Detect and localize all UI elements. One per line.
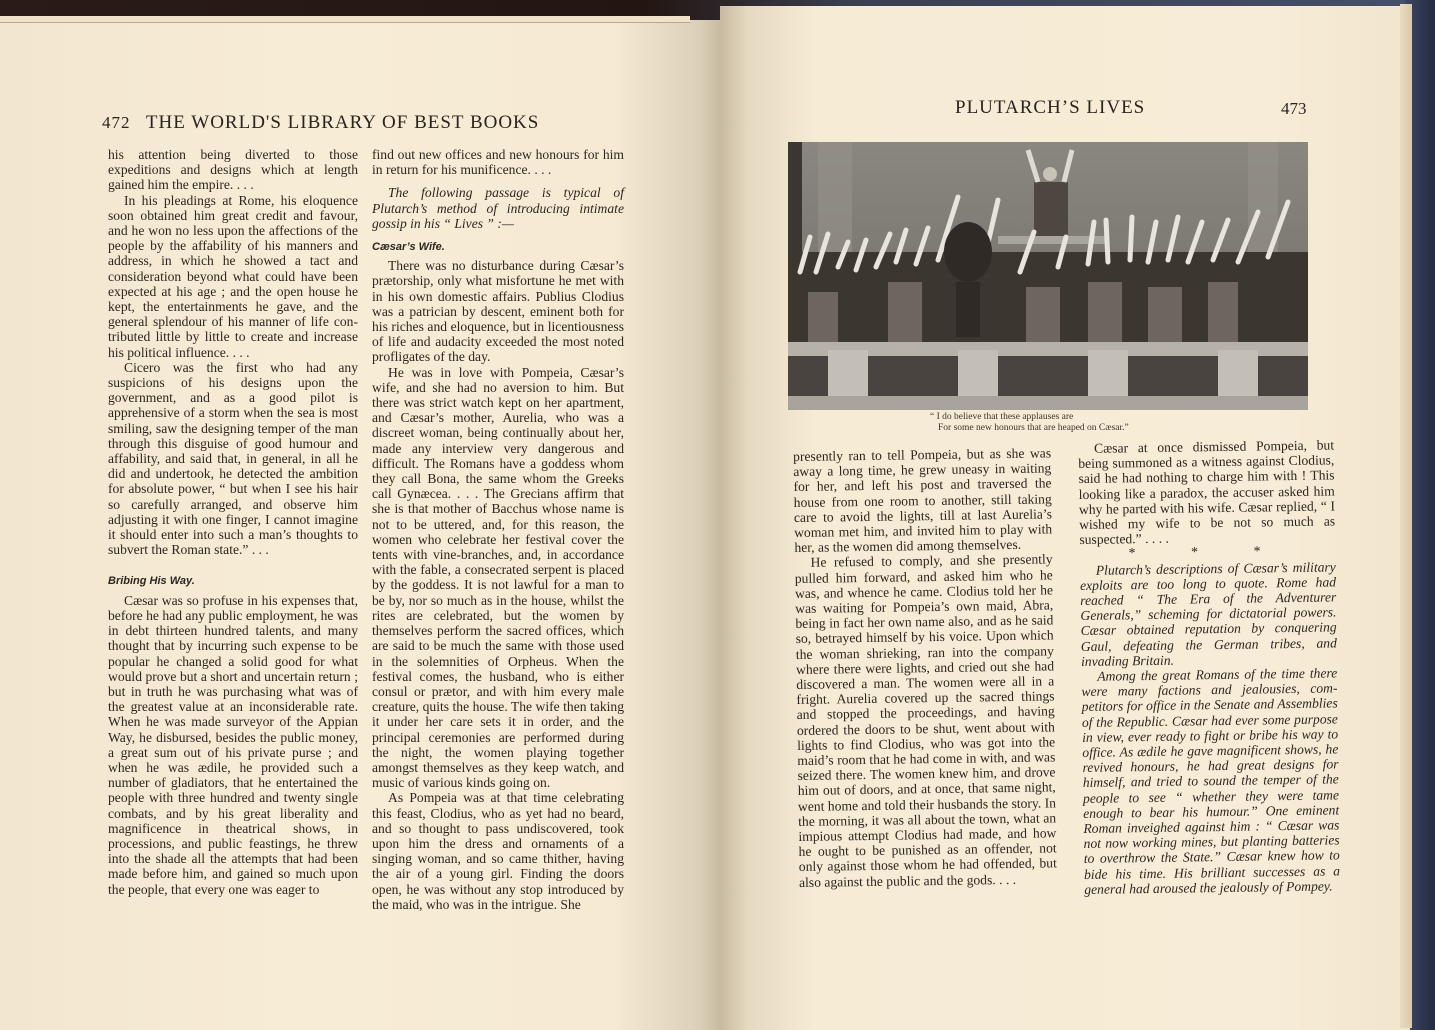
left-page-column-2	[372, 147, 624, 912]
subheading-caesars-wife: Cæsar’s Wife.	[372, 241, 445, 254]
illustration-stage-scene	[788, 142, 1308, 410]
paragraph: There was no disturbance during Cæsar’s prætorship, only what misfortune he met with in his own domestic affairs. Publius Clodius was a patrician by descent, eminent both for his riches and eloquence, but in licentiousness of life and audacity exceeded the most noted profligates of the day.	[372, 258, 624, 365]
editorial-paragraph: Among the great Romans of the time there were many factions and jealousies, competitors for office in the Senate and Assemblies of the Republic. Cæsar had ever some purpose in view, ever ready to fight or bribe his way to office. As ædile he gave magnificent shows, he revived honours, he had great designs for himself, and tried to sound the temper of the people to see “ whether they were tame enough to bear his humour.” One eminent Roman inveighed against him : “ Cæsar was not now working mines, but planting batteries to overthrow the State.” Cæsar knew how to bide his time. His brilliant successes as a general had aroused the jealously of Pompey.	[1081, 665, 1341, 897]
left-page-number: 472	[102, 113, 131, 132]
left-running-title: THE WORLD'S LIBRARY OF BEST BOOKS	[145, 112, 540, 133]
right-page-edge	[1400, 4, 1412, 1028]
left-page-edge	[0, 16, 690, 23]
left-running-header	[102, 112, 539, 134]
section-separator: * * *	[1128, 544, 1287, 562]
right-running-title: PLUTARCH’S LIVES	[955, 97, 1146, 118]
paragraph: find out new offices and new honours for him in return for his munificence. . . .	[372, 147, 624, 178]
subheading-bribing: Bribing His Way.	[108, 575, 195, 588]
paragraph: Cæsar was so profuse in his expenses that, before he had any public employment, he was in debt thirteen hundred talents, and many thought that by incurring such expense to be popular he changed a solid good for what would prove but a short and uncertain return ; but in truth he was purchasing what was of the greatest value at an inconsiderable rate. When he was made surveyor of the Appian Way, he disbursed, besides the public money, a great sum out of his private purse ; and when he was ædile, he provided such a number of gladiators, that he entertained the people with three hundred and twenty single combats, and by his great liberality and magnificence in theatrical shows, in processions, and public feastings, he threw into the shade all the attempts that had been made before him, and gained so much upon the people, that every one was eager to	[108, 592, 358, 897]
illustration-caption	[930, 412, 1129, 434]
caption-line-2: For some new honours that are heaped on Cæsar.”	[938, 423, 1129, 433]
caption-line-1: “ I do believe that these applauses are	[930, 412, 1074, 422]
left-column-shadow	[788, 142, 802, 252]
editorial-intro: The following passage is typical of Plutarch’s method of introducing intimate gossip in his “ Lives ” :—	[372, 185, 624, 231]
editorial-paragraph: Plutarch’s descriptions of Cæsar’s military exploits are too long to quote. Rome had reached “ The Era of the Adventurer Generals,” scheming for dictatorial powers. Cæsar obtained reputation by conquering Gaul, defeating the German tribes, and invading Britain.	[1079, 559, 1337, 669]
paragraph: As Pompeia was at that time celebrating this feast, Clodius, who as yet had no beard, and so thought to pass undiscovered, took upon him the dress and ornaments of a singing woman, and so came thither, having the air of a young girl. Finding the doors open, he was without any stop introduced by the maid, who was in the intrigue. She	[372, 790, 624, 912]
stage-floor	[788, 396, 1308, 410]
foreground-figure-body	[956, 282, 980, 337]
paragraph: In his pleadings at Rome, his eloquence soon obtained him great credit and favour, and he won no less upon the affections of the people by the affability of his manners and address, in which he showed a tact and consideration beyond what could have been expected at his age ; and the open house he kept, the entertainments he gave, and the general splendour of his manner of life contributed little by little to create and increase his political influence. . . .	[108, 192, 358, 360]
paragraph: He refused to comply, and she presently pulled him forward, and asked him who he was, and whence he came. Clodius told her he was waiting for Pompeia’s own maid, Abra, being in fact her own name also, and as he said so, betrayed himself by his voice. Upon which the woman shrieking, ran into the company where there were lights, and cried out she had discovered a man. The women were all in a fright. Aurelia covered up the sacred things and stopped the proceedings, and having ordered the doors to be shut, went about with lights to find Clodius, who was got into the maid’s room that he had come in with, and was seized there. The women knew him, and drove him out of doors, and at once, that same night, went home and told their husbands the story. In the morning, it was all about the town, what an impious attempt Clodius had made, and how he ought to be punished as an offender, not only against those whom he had offended, but also against the public and the gods. . . .	[794, 551, 1057, 890]
paragraph: Cicero was the first who had any suspicions of his designs upon the government, and as a good pilot is apprehensive of a storm when the sea is most smiling, saw the designing temper of the man through this disguise of good humour and affability, and said that, in general, in all he did and undertook, he detected the ambition for absolute power, “ but when I see his hair so carefully arranged, and observe him adjusting it with one finger, I cannot imagine it should enter into such a man’s thoughts to subvert the Roman state.” . . .	[108, 359, 358, 558]
right-page-column-2	[1078, 437, 1340, 897]
left-page-column-1	[108, 147, 358, 897]
paragraph: presently ran to tell Pompeia, but as she was away a long time, he grew uneasy in waiting for her, and left his post and traversed the house from one room to another, still taking care to avoid the lights, till at last Aurelia’s woman met him, and invited him to play with her, as the women did among themselves.	[793, 445, 1053, 556]
illustration-drawing	[788, 142, 1308, 410]
right-page-column-1	[793, 445, 1057, 889]
right-page-number: 473	[1281, 99, 1307, 118]
central-figure-robe	[1034, 182, 1068, 242]
foreground-figure	[944, 222, 992, 282]
central-figure-head	[1043, 167, 1057, 181]
paragraph: his attention being diverted to those expeditions and designs which at length gained him the empire. . . .	[108, 147, 358, 193]
paragraph: Cæsar at once dismissed Pompeia, but being summoned as a witness against Clodius, said he had nothing to charge him with ! This looking like a paradox, the accuser asked him why he parted with his wife. Cæsar replied, “ I wished my wife to be not so much as suspected.” . . . .	[1078, 437, 1336, 548]
paragraph: He was in love with Pompeia, Cæsar’s wife, and she had no aversion to him. But there was strict watch kept on her apartment, and Cæsar’s mother, Aurelia, who was a discreet woman, being continually about her, made any interview very dangerous and difficult. The Romans have a goddess whom they call Bona, the same whom the Greeks call Gynæcea. . . . The Grecians affirm that she is that mother of Bacchus whose name is not to be uttered, and, for this reason, the women who celebrate her festival cover the tents with vine-branches, and, in accordance with the fable, a consecrated serpent is placed by the goddess. It is not lawful for a man to be by, nor so much as in the house, whilst the rites are celebrated, but the women by themselves perform the sacred offices, which are said to be much the same with those used in the solemnities of Orpheus. When the festival comes, the husband, who is either consul or prætor, and with him every male creature, quits the house. The wife then taking it under her care sets it in order, and the principal ceremonies are performed during the night, the women playing together amongst themselves as they keep watch, and music of various kinds going on.	[372, 364, 624, 791]
